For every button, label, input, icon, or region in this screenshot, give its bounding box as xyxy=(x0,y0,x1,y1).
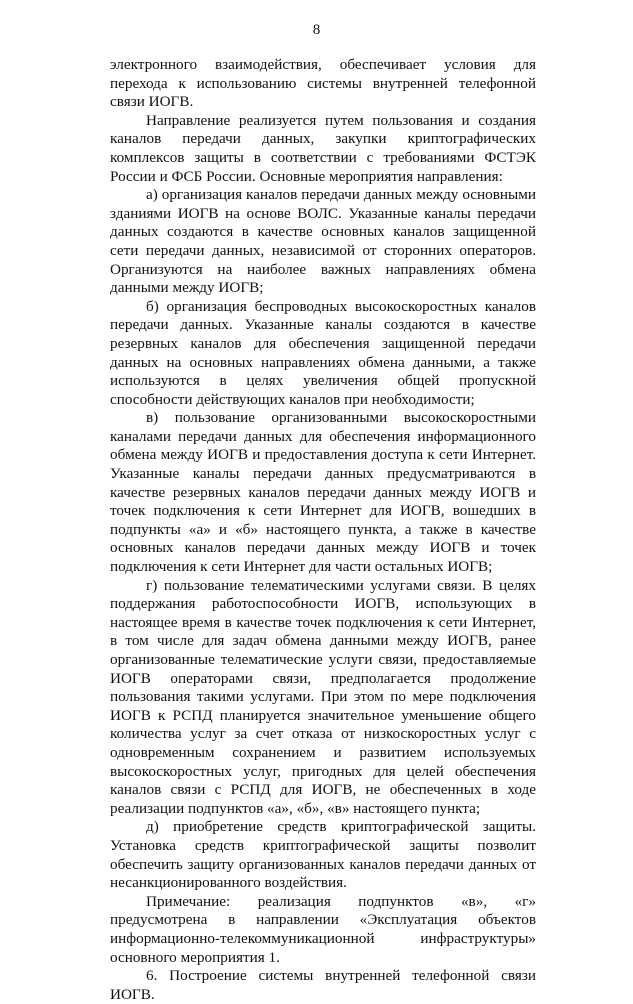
paragraph-note: Примечание: реализация подпунктов «в», «г» предусмотрена в направлении «Эксплуатация объектов информационно-телекоммуникационной инфраструктуры» основного мероприятия 1. xyxy=(110,892,536,966)
list-item-v: в) пользование организованными высокоскоростными каналами передачи данных для обеспечения информационного обмена между ИОГВ и предоставления доступа к сети Интернет. Указанные каналы передачи данных предусматриваются в качестве резервных каналов передачи данных между ИОГВ и точек подключения к сети Интернет для ИОГВ, вошедших в подпункты «а» и «б» настоящего пункта, а также в качестве основных каналов передачи данных между ИОГВ и точек подключения к сети Интернет для части остальных ИОГВ; xyxy=(110,409,536,576)
list-item-a: а) организация каналов передачи данных между основными зданиями ИОГВ на основе ВОЛС. Указанные каналы передачи данных создаются в качестве основных каналов защищенной сети передачи данных, независимой от сторонних операторов. Организуются на наиболее важных направлениях обмена данными между ИОГВ; xyxy=(110,186,536,297)
section-heading-6: 6. Построение системы внутренней телефонной связи ИОГВ. xyxy=(110,967,536,1003)
paragraph-continuation: электронного взаимодействия, обеспечивает условия для перехода к использованию системы внутренней телефонной связи ИОГВ. xyxy=(110,56,536,111)
page-number: 8 xyxy=(312,22,321,38)
paragraph-intro: Направление реализуется путем пользования и создания каналов передачи данных, закупки криптографических комплексов защиты в соответствии с требованиями ФСТЭК России и ФСБ России. Основные мероприятия направления: xyxy=(110,111,536,185)
list-item-b: б) организация беспроводных высокоскоростных каналов передачи данных. Указанные каналы создаются в качестве резервных каналов для обеспечения защищенной передачи данных на основных направлениях обмена данными, а также используются в целях увеличения общей пропускной способности действующих каналов при необходимости; xyxy=(110,297,536,408)
list-item-d: д) приобретение средств криптографической защиты. Установка средств криптографической защиты позволит обеспечить защиту организованных каналов передачи данных от несанкционированного воздействия. xyxy=(110,818,536,892)
list-item-g: г) пользование телематическими услугами связи. В целях поддержания работоспособности ИОГВ, использующих в настоящее время в качестве точек подключения к сети Интернет, в том числе для задач обмена данными между ИОГВ, ранее организованные телематические услуги связи, предоставляемые ИОГВ операторами связи, предполагается продолжение пользования такими услугами. При этом по мере подключения ИОГВ к РСПД планируется значительное уменьшение общего количества услуг за счет отказа от низкоскоростных услуг с одновременным сохранением и развитием используемых высокоскоростных услуг, пригодных для целей обеспечения каналов связи с РСПД для ИОГВ, не обеспеченных в ходе реализации подпунктов «а», «б», «в» настоящего пункта; xyxy=(110,576,536,817)
document-body xyxy=(110,56,536,1004)
